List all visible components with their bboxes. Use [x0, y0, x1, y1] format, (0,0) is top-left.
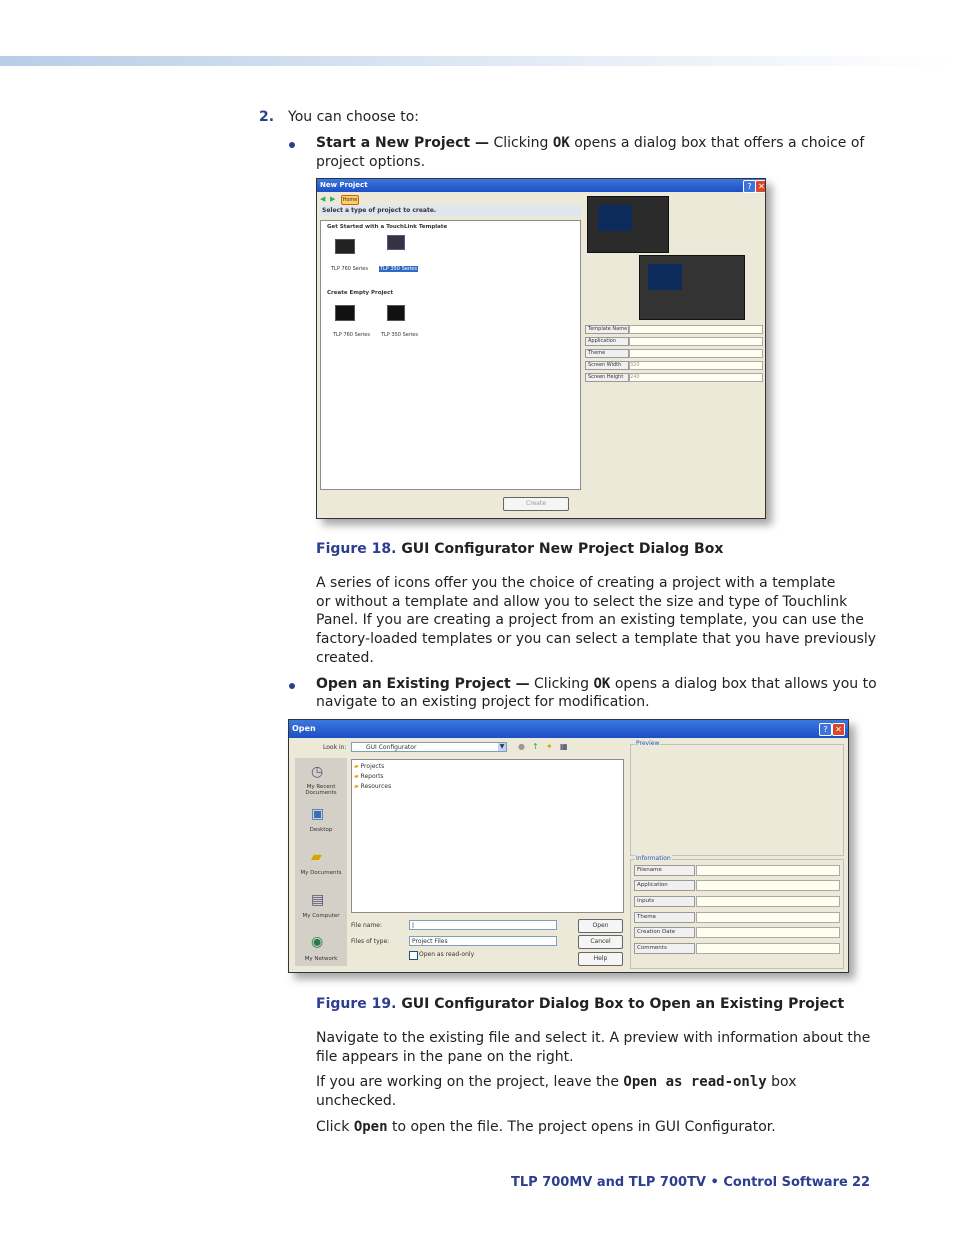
bullet-icon — [289, 683, 295, 689]
empty-item-label: TLP 350 Series — [381, 332, 418, 338]
information-group: Information — [630, 859, 844, 969]
para18-line: Panel. If you are creating a project from an existing template, you can use the — [316, 612, 864, 628]
para18-line: factory-loaded templates or you can select a template that you have previously — [316, 631, 877, 647]
file-type-select[interactable]: Project Files — [409, 936, 557, 946]
bullet-icon — [289, 142, 295, 148]
help-button[interactable]: Help — [578, 952, 623, 966]
field-label: Theme — [585, 349, 629, 358]
up-folder-icon[interactable]: ↑ — [532, 742, 539, 751]
field-label: Application — [585, 337, 629, 346]
template-name-field[interactable] — [629, 325, 763, 334]
template-item-label: TLP 760 Series — [331, 266, 368, 272]
bullet2-heading: Open an Existing Project — — [316, 676, 530, 692]
footer-title: TLP 700MV and TLP 700TV • Control Software — [511, 1175, 848, 1190]
application-field[interactable] — [629, 337, 763, 346]
tlp760-template-icon[interactable] — [335, 239, 355, 254]
cancel-button[interactable]: Cancel — [578, 935, 623, 949]
new-project-dialog — [316, 178, 766, 519]
screen-width-field[interactable]: 320 — [629, 361, 763, 370]
create-button[interactable]: Create — [503, 497, 569, 511]
help-icon[interactable]: ? — [743, 180, 756, 193]
info-label: Inputs — [634, 896, 695, 907]
tlp760-empty-icon[interactable] — [335, 305, 355, 321]
close-icon[interactable]: ✕ — [755, 180, 766, 193]
theme-field[interactable] — [696, 912, 840, 923]
folder-item[interactable]: ▰ Reports — [354, 773, 384, 780]
figure19-caption: Figure 19. GUI Configurator Dialog Box to Open an Existing Project — [316, 996, 845, 1012]
field-label: Template Name — [585, 325, 629, 334]
para18-line: or without a template and allow you to select the size and type of Touchlink — [316, 594, 848, 610]
places-bar — [295, 758, 347, 966]
dialog-titlebar: New Project — [317, 179, 765, 192]
para19-readonly-line: If you are working on the project, leave the Open as read-only box — [316, 1074, 797, 1090]
back-arrow-icon[interactable]: ◀ — [320, 195, 326, 203]
bullet2-line1: Open an Existing Project — Clicking OK opens a dialog box that allows you to — [316, 676, 877, 692]
para19-line: unchecked. — [316, 1093, 397, 1109]
open-dialog — [288, 719, 849, 973]
help-icon[interactable]: ? — [819, 723, 832, 736]
bullet1-line1: Start a New Project — Clicking OK opens a dialog box that offers a choice of — [316, 135, 865, 151]
open-keyword: Open — [353, 1119, 388, 1135]
forward-arrow-icon[interactable]: ▶ — [330, 195, 336, 203]
step-number: 2. — [259, 109, 275, 125]
group-template-heading: Get Started with a TouchLink Template — [327, 224, 448, 230]
select-prompt: Select a type of project to create. — [319, 205, 582, 216]
views-menu-icon[interactable]: ▦ — [560, 742, 568, 751]
empty-item-label: TLP 760 Series — [333, 332, 370, 338]
close-icon[interactable]: ✕ — [832, 723, 845, 736]
header-gradient-bar — [0, 56, 954, 66]
file-list-pane — [351, 759, 624, 913]
para19-line: file appears in the pane on the right. — [316, 1049, 574, 1065]
chevron-down-icon[interactable]: ▼ — [499, 743, 505, 750]
para19-line: Navigate to the existing file and select it. A preview with information about the — [316, 1030, 871, 1046]
screen-height-field[interactable]: 240 — [629, 373, 763, 382]
look-in-label: Look in: — [323, 744, 347, 751]
bullet1-heading: Start a New Project — — [316, 135, 489, 151]
readonly-keyword: Open as read-only — [623, 1074, 767, 1090]
filename-field[interactable] — [696, 865, 840, 876]
folder-icon: ▰ — [354, 763, 359, 770]
place-label[interactable]: My Documents — [300, 870, 342, 876]
theme-field[interactable] — [629, 349, 763, 358]
place-label[interactable]: My Network — [304, 956, 338, 962]
place-label[interactable]: My Recent Documents — [305, 784, 337, 796]
application-field[interactable] — [696, 880, 840, 891]
place-label[interactable]: My Computer — [302, 913, 340, 919]
figure18-caption: Figure 18. GUI Configurator New Project Dialog Box — [316, 541, 724, 557]
field-label: Screen Height — [585, 373, 629, 382]
file-name-input[interactable]: | — [409, 920, 557, 930]
info-label: Filename — [634, 865, 695, 876]
group-empty-heading: Create Empty Project — [327, 290, 394, 296]
folder-icon: ▰ — [354, 773, 359, 780]
info-label: Theme — [634, 912, 695, 923]
page-number: 22 — [852, 1175, 871, 1190]
para18-line: A series of icons offer you the choice of creating a project with a template — [316, 575, 836, 591]
readonly-label: Open as read-only — [419, 951, 475, 958]
field-label: Screen Width — [585, 361, 629, 370]
readonly-checkbox[interactable] — [409, 951, 418, 960]
place-label[interactable]: Desktop — [309, 827, 333, 833]
dialog-titlebar: Open — [289, 720, 848, 738]
preview-group: Preview — [630, 744, 844, 856]
panel-preview-image — [587, 196, 669, 253]
para19-open-line: Click Open to open the file. The project opens in GUI Configurator. — [316, 1119, 776, 1135]
info-label: Comments — [634, 943, 695, 954]
look-in-select[interactable]: GUI Configurator — [351, 742, 507, 752]
step-intro: You can choose to: — [288, 109, 420, 125]
my-computer-icon[interactable]: ▤ — [311, 892, 325, 908]
creation-date-field[interactable] — [696, 927, 840, 938]
ok-keyword: OK — [552, 135, 570, 151]
bullet1-line2: project options. — [316, 154, 426, 170]
para18-line: created. — [316, 650, 374, 666]
folder-item[interactable]: ▰ Resources — [354, 783, 392, 790]
open-button[interactable]: Open — [578, 919, 623, 933]
comments-field[interactable] — [696, 943, 840, 954]
file-name-label: File name: — [351, 922, 382, 929]
tlp350-template-icon[interactable] — [387, 235, 405, 250]
file-type-label: Files of type: — [351, 938, 390, 945]
folder-icon: ▰ — [354, 783, 359, 790]
ok-keyword: OK — [593, 676, 611, 692]
back-icon[interactable]: ● — [518, 742, 525, 751]
folder-item[interactable]: ▰ Projects — [354, 763, 385, 770]
home-button[interactable]: Home — [342, 197, 358, 203]
my-network-icon[interactable]: ◉ — [311, 934, 324, 950]
desktop-icon[interactable]: ▣ — [311, 806, 325, 822]
info-label: Creation Date — [634, 927, 695, 938]
inputs-field[interactable] — [696, 896, 840, 907]
template-list-pane — [320, 220, 581, 490]
my-documents-icon[interactable]: ▰ — [311, 849, 322, 865]
tlp350-empty-icon[interactable] — [387, 305, 405, 321]
info-label: Application — [634, 880, 695, 891]
bullet2-line2: navigate to an existing project for modification. — [316, 694, 650, 710]
new-folder-icon[interactable]: ✦ — [546, 742, 553, 751]
template-item-label-selected[interactable]: TLP 350 Series — [380, 266, 417, 272]
recent-documents-icon[interactable]: ◷ — [311, 764, 324, 780]
tabletop-preview-image — [639, 255, 745, 320]
